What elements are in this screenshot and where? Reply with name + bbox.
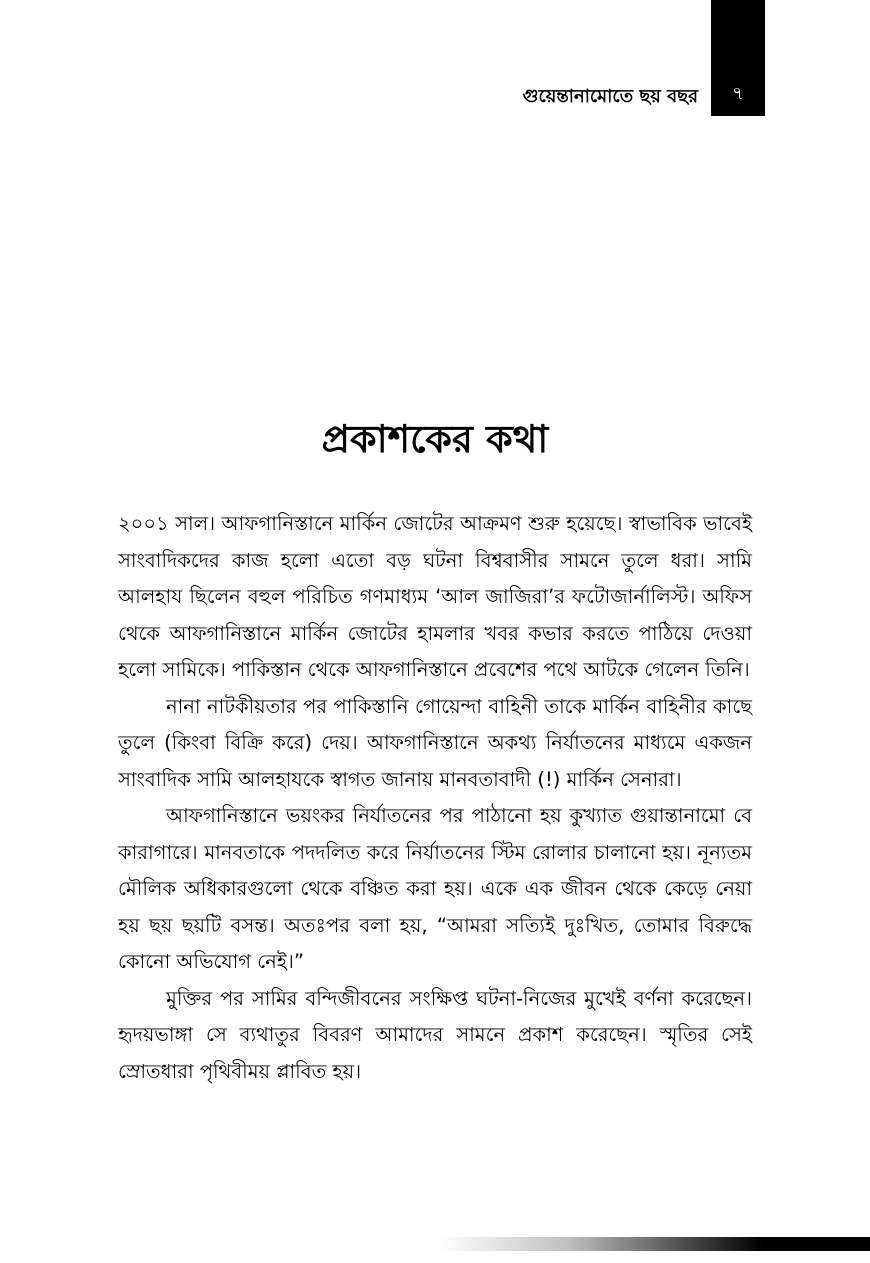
- paragraph-3: আফগানিস্তানে ভয়ংকর নির্যাতনের পর পাঠানো হয় কুখ্যাত গুয়ান্তানামো বে কারাগারে। মানবতাকে পদদলিত করে নির্যাতনের স্টিম রোলার চালানো হয়। নূন্যতম মৌলিক অধিকারগুলো থেকে বঞ্চিত করা হয়। একে এক জীবন থেকে কেড়ে নেয়া হয় ছয় ছয়টি বসন্ত। অতঃপর বলা হয়, “আমরা সত্যিই দুঃখিত, তোমার বিরুদ্ধে কোনো অভিযোগ নেই।”: [118, 804, 752, 973]
- page-title: প্রকাশকের কথা: [321, 417, 549, 461]
- page-number-tab: [711, 0, 765, 116]
- paragraph-4: মুক্তির পর সামির বন্দিজীবনের সংক্ষিপ্ত ঘটনা-নিজের মুখেই বর্ণনা করেছেন। হৃদয়ভাঙ্গা সে ব্যথাতুর বিবরণ আমাদের সামনে প্রকাশ করেছেন। স্মৃতির সেই স্রোতধারা পৃথিবীময় প্লাবিত হয়।: [118, 986, 752, 1083]
- running-header: গুয়েন্তানামোতে ছয় বছর: [522, 86, 698, 107]
- page-number: ৭: [732, 83, 744, 104]
- body-text: [118, 506, 752, 1090]
- footer-gradient-bar: [440, 1237, 870, 1251]
- paragraph-1: ২০০১ সাল। আফগানিস্তানে মার্কিন জোটের আক্রমণ শুরু হয়েছে। স্বাভাবিক ভাবেই সাংবাদিকদের কাজ হলো এতো বড় ঘটনা বিশ্ববাসীর সামনে তুলে ধরা। সামি আলহায ছিলেন বহুল পরিচিত গণমাধ্যম ‘আল জাজিরা’র ফটোজার্নালিস্ট। অফিস থেকে আফগানিস্তানে মার্কিন জোটের হামলার খবর কভার করতে পাঠিয়ে দেওয়া হলো সামিকে। পাকিস্তান থেকে আফগানিস্তানে প্রবেশের পথে আটকে গেলেন তিনি।: [118, 512, 752, 681]
- paragraph-2: নানা নাটকীয়তার পর পাকিস্তানি গোয়েন্দা বাহিনী তাকে মার্কিন বাহিনীর কাছে তুলে (কিংবা বিক্রি করে) দেয়। আফগানিস্তানে অকথ্য নির্যাতনের মাধ্যমে একজন সাংবাদিক সামি আলহাযকে স্বাগত জানায় মানবতাবাদী (!) মার্কিন সেনারা।: [118, 694, 752, 791]
